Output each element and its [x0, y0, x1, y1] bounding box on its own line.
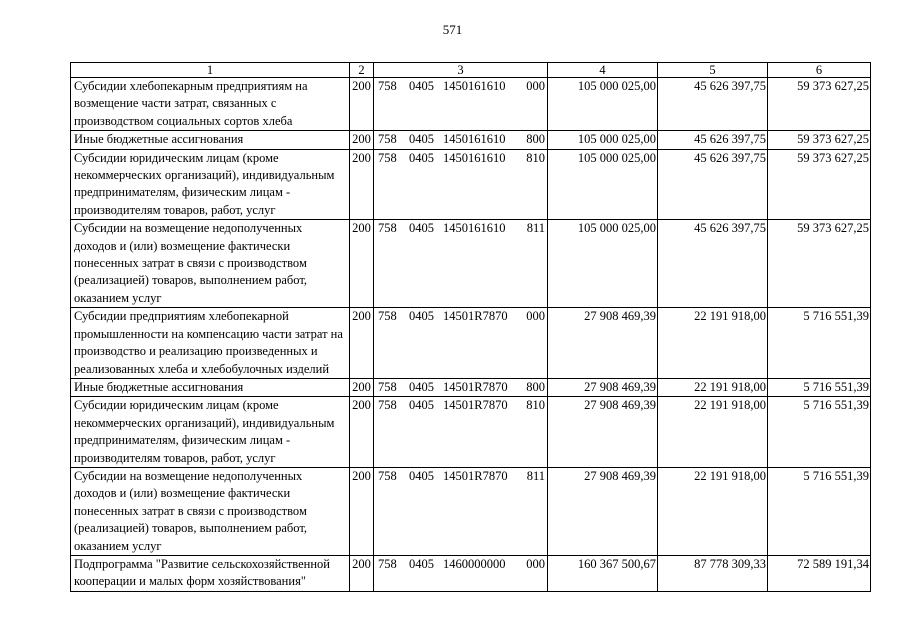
table-row [71, 467, 871, 555]
code-expense-type: 810 [526, 150, 545, 165]
code-department: 758 [378, 309, 397, 324]
page-number: 571 [442, 22, 463, 37]
table-row [71, 308, 871, 379]
row-amount-col6: 5 716 551,39 [768, 378, 871, 396]
code-department: 758 [378, 379, 397, 394]
row-budget-code [374, 467, 548, 555]
code-section: 0405 [409, 221, 434, 236]
code-target-article: 1450161610 [443, 132, 506, 147]
row-col2-code: 200 [350, 78, 374, 131]
table-row [71, 378, 871, 396]
row-budget-code [374, 220, 548, 308]
code-target-article: 1460000000 [443, 556, 506, 571]
row-description: Субсидии юридическим лицам (кроме некоммерческих организаций), индивидуальным предпринимателям, физическим лицам - производителям товаров, работ, услуг [71, 149, 350, 220]
row-amount-col5: 22 191 918,00 [658, 378, 768, 396]
row-col2-code: 200 [350, 149, 374, 220]
row-budget-code [374, 397, 548, 468]
row-amount-col6: 72 589 191,34 [768, 555, 871, 591]
row-amount-col5: 87 778 309,33 [658, 555, 768, 591]
code-section: 0405 [409, 379, 434, 394]
column-header-row [71, 63, 871, 78]
row-budget-code [374, 78, 548, 131]
row-amount-col4: 105 000 025,00 [548, 131, 658, 149]
row-description: Субсидии юридическим лицам (кроме некоммерческих организаций), индивидуальным предпринимателям, физическим лицам - производителям товаров, работ, услуг [71, 397, 350, 468]
row-description: Субсидии на возмещение недополученных доходов и (или) возмещение фактически понесенных затрат в связи с производством (реализацией) товаров, выполнением работ, оказанием услуг [71, 467, 350, 555]
column-header: 5 [658, 63, 768, 78]
row-description: Субсидии на возмещение недополученных доходов и (или) возмещение фактически понесенных затрат в связи с производством (реализацией) товаров, выполнением работ, оказанием услуг [71, 220, 350, 308]
row-amount-col5: 45 626 397,75 [658, 149, 768, 220]
row-amount-col5: 45 626 397,75 [658, 131, 768, 149]
table-row [71, 397, 871, 468]
column-header: 6 [768, 63, 871, 78]
row-amount-col6: 5 716 551,39 [768, 308, 871, 379]
code-department: 758 [378, 79, 397, 93]
row-budget-code [374, 308, 548, 379]
code-expense-type: 800 [526, 132, 545, 147]
table-row [71, 555, 871, 591]
code-section: 0405 [409, 398, 434, 413]
row-amount-col5: 22 191 918,00 [658, 397, 768, 468]
code-section: 0405 [409, 556, 434, 571]
row-description: Субсидии предприятиям хлебопекарной промышленности на компенсацию части затрат на производство и реализацию произведенных и реализованных хлеба и хлебобулочных изделий [71, 308, 350, 379]
row-description: Иные бюджетные ассигнования [71, 131, 350, 149]
row-col2-code: 200 [350, 378, 374, 396]
table-row [71, 149, 871, 220]
code-department: 758 [378, 398, 397, 413]
code-target-article: 1450161610 [443, 221, 506, 236]
table-row [71, 78, 871, 131]
code-section: 0405 [409, 79, 434, 93]
row-description: Иные бюджетные ассигнования [71, 378, 350, 396]
row-budget-code [374, 131, 548, 149]
row-col2-code: 200 [350, 131, 374, 149]
row-amount-col4: 27 908 469,39 [548, 308, 658, 379]
row-amount-col6: 5 716 551,39 [768, 467, 871, 555]
row-amount-col4: 105 000 025,00 [548, 149, 658, 220]
row-description: Подпрограмма "Развитие сельскохозяйственной кооперации и малых форм хозяйствования" [71, 555, 350, 591]
code-target-article: 14501R7870 [443, 468, 508, 483]
row-amount-col5: 45 626 397,75 [658, 220, 768, 308]
row-description: Субсидии хлебопекарным предприятиям на возмещение части затрат, связанных с производством социальных сортов хлеба [71, 78, 350, 131]
column-header: 3 [374, 63, 548, 78]
row-amount-col4: 27 908 469,39 [548, 378, 658, 396]
code-department: 758 [378, 468, 397, 483]
row-col2-code: 200 [350, 220, 374, 308]
row-amount-col4: 27 908 469,39 [548, 397, 658, 468]
code-expense-type: 800 [526, 379, 545, 394]
row-amount-col4: 105 000 025,00 [548, 78, 658, 131]
budget-table [70, 62, 871, 592]
column-header: 2 [350, 63, 374, 78]
code-target-article: 1450161610 [443, 79, 506, 93]
code-expense-type: 000 [526, 309, 545, 324]
code-department: 758 [378, 150, 397, 165]
row-col2-code: 200 [350, 397, 374, 468]
row-amount-col6: 59 373 627,25 [768, 78, 871, 131]
code-expense-type: 000 [526, 556, 545, 571]
column-header: 1 [71, 63, 350, 78]
code-target-article: 14501R7870 [443, 398, 508, 413]
table-row [71, 220, 871, 308]
row-budget-code [374, 555, 548, 591]
row-amount-col6: 5 716 551,39 [768, 397, 871, 468]
row-amount-col4: 105 000 025,00 [548, 220, 658, 308]
column-header: 4 [548, 63, 658, 78]
code-section: 0405 [409, 468, 434, 483]
code-expense-type: 811 [526, 468, 545, 483]
row-amount-col6: 59 373 627,25 [768, 149, 871, 220]
row-amount-col5: 22 191 918,00 [658, 308, 768, 379]
table-row [71, 131, 871, 149]
code-target-article: 1450161610 [443, 150, 506, 165]
code-department: 758 [378, 221, 397, 236]
code-section: 0405 [409, 132, 434, 147]
code-target-article: 14501R7870 [443, 309, 508, 324]
code-section: 0405 [409, 150, 434, 165]
code-expense-type: 000 [526, 79, 545, 93]
code-department: 758 [378, 556, 397, 571]
code-expense-type: 810 [526, 398, 545, 413]
row-col2-code: 200 [350, 308, 374, 379]
row-budget-code [374, 149, 548, 220]
code-section: 0405 [409, 309, 434, 324]
row-amount-col4: 27 908 469,39 [548, 467, 658, 555]
row-amount-col5: 45 626 397,75 [658, 78, 768, 131]
code-expense-type: 811 [526, 221, 545, 236]
code-department: 758 [378, 132, 397, 147]
code-target-article: 14501R7870 [443, 379, 508, 394]
row-budget-code [374, 378, 548, 396]
row-amount-col6: 59 373 627,25 [768, 131, 871, 149]
row-amount-col6: 59 373 627,25 [768, 220, 871, 308]
row-col2-code: 200 [350, 555, 374, 591]
row-amount-col5: 22 191 918,00 [658, 467, 768, 555]
row-col2-code: 200 [350, 467, 374, 555]
row-amount-col4: 160 367 500,67 [548, 555, 658, 591]
